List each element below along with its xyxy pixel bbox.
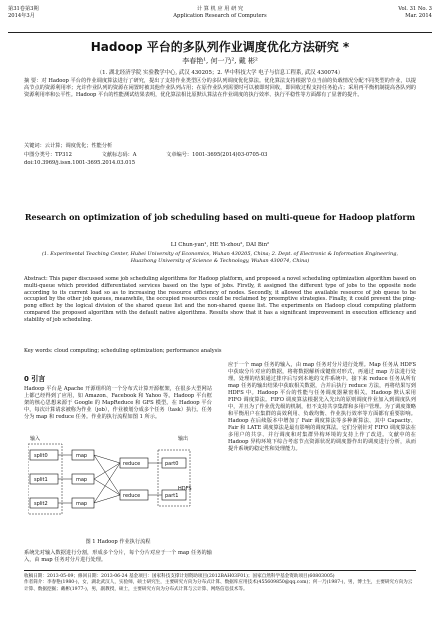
classification-row — [24, 151, 416, 158]
keywords-chinese: 关键词：云计算；调度优化；性能分析 — [24, 143, 113, 149]
section-heading: 0 引言 — [24, 375, 46, 383]
split-label: split1 — [34, 477, 48, 483]
running-header — [8, 6, 432, 33]
keywords-english: Key words: cloud computing; scheduling optimization; performance analysis — [24, 348, 222, 354]
figure-hdfs-label: HDFS — [178, 486, 192, 492]
flow-arrows — [28, 444, 190, 514]
footnote: 收稿日期：2013-05-09；修回日期：2013-06-24 基金项目：国家科技支撑计划资助项目(2012BAH03F01)；国家自然科学基金资助项目(60803005) 作者简介：李春艳(1980-)，女，湖北武汉人，实验师，硕士研究生，主要研究方向为分布式计算、数据库应用技术(455609850@qq.com)；何一乃(1987-)，男，博士生，主要研究方向为云计算、数据挖掘；戴彬(1977-)，男，副教授，硕士，主要研究方向为分布式计算与云计算、网络信息技术等。 — [24, 570, 416, 593]
reduce-label: reduce — [123, 461, 141, 467]
header-issue: 第31卷第3期 2014年3月 — [8, 6, 39, 19]
clc-number: 中图分类号：TP312 — [24, 152, 72, 158]
affiliation-chinese: （1. 湖北经济学院 实验教学中心, 武汉 430205；2. 华中科技大学 电子与信息工程系, 武汉 430074） — [96, 70, 344, 76]
abstract-chinese: 摘 要：对 Hadoop 平台的作业调度算法进行了研究，提出了支持作业类型区分的多队列调度优化算法。优化算法支持根据节点当前的负载情况分配不同类型的作业，以提高节点的资源利用率；允许作业队列的资源在闲置时被其他作业队列占用；在原作业队列需要时可以被即时回收，即回收过程支持任务抢占；采用再平衡机制提高各队列的资源利用率和公平性。Hadoop 平台的性能测试结果表明，优化算法相比原默认算法在作业调度的执行效率、执行平稳性等方面都有了显著的提升。 — [24, 78, 416, 98]
figure-caption: 图 1 Hadoop 作业执行流程 — [85, 539, 151, 545]
doi: doi:10.3969/j.issn.1001-3695.2014.03.015 — [24, 160, 136, 166]
part-label: part1 — [165, 493, 179, 499]
map-label: map — [76, 453, 88, 459]
part-label: part0 — [165, 461, 179, 467]
title-chinese: Hadoop 平台的多队列作业调度优化方法研究 * — [90, 40, 350, 54]
split-label: split0 — [34, 453, 48, 459]
header-journal: 计 算 机 应 用 研 究 Application Research of Computers — [173, 6, 267, 19]
header-volume: Vol. 31 No. 3 Mar. 2014 — [398, 6, 432, 19]
map-label: map — [76, 477, 88, 483]
body-right-column: 应于一个 map 任务的输入，由 map 任务对分片进行处理。Map 任务从 HDFS 中获取分片对应的数据，将将数据解析成键值对形式，再通过 map 方法进行处理。处理的结果通过排序后写到本地的文件系统中。接下来 reduce 任务从所有 map 任务的输出结果中获取相关数据，合并后执行 reduce 方法，再将结果写到 HDFS 中。Hadoop 平台的性能与任务调度器紧密相关。Hadoop 默认采用 FIFO 调度算法。FIFO 调度算法根据先入先出的原则调度作业加入到调度队列中，并且为了作业优先级的机制，但不支持共享集群和多用户管理。为了调度策略和平衡用户在集群的高效利用、负载均衡、作业执行效率等方面都有重要影响。Hadoop 在后续版本中增加了 Fair 调度算法等多种新算法、其中 Capacity、Fair 和 LATE 调度算法是最有影响的调度算法。它们分别针对 FIFO 调度算法在多用户的共享、并行调度和对集群异构环境的支持上作了改进。文献中的在 Hadoop 异构环境下综合考虑节点资源状况的调度器作出的调度进行分析，从而提升系统的稳定性和处理能力。 — [228, 362, 416, 452]
body-left-column: Hadoop 平台是 Apache 开源组织的一个分布式计算开源框架，在很多大型网站上都已经得到了应用，如 Amazon、Facebook 和 Yahoo 等。Hadoop 平台框架的核心思想来源于 Google 的 MapReduce 和 GFS 模型。在 Hadoop 平台中，每次计算请求被称为作业（job），作业被划分成多个任务（task）执行。任务分为 map 和 reduce 任务。作业的执行流程如图 1 所示。 — [24, 386, 212, 420]
affiliation-english: (1. Experimental Teaching Center, Hubei University of Economics, Wuhan 430205, China; 2. Dept. of Electronic & Information Engineering, Huazhong University of Science & Technology, Wuhan 430074, China) — [41, 251, 399, 264]
body-left-column-continued: 系统先对输入数据进行分割，形成多个分片，每个分片对应于一个 map 任务的输入，由 map 任务对分片进行处理。 — [24, 550, 212, 563]
authors-chinese: 李春艳¹, 何一乃², 戴 彬² — [182, 57, 258, 65]
reduce-label: reduce — [123, 493, 141, 499]
authors-english: LI Chun-yan¹, HE Yi-zhou², DAI Bin² — [170, 242, 270, 248]
title-english: Research on optimization of job scheduling based on multi-queue for Hadoop platform — [24, 212, 416, 222]
abstract-english: Abstract: This paper discussed some job scheduling algorithms for Hadoop platform, and proposed a novel scheduling optimization algorithm based on multi-queue which provided differentiated services based on the type of jobs. Firstly, it assigned the different type of jobs to the opposite node according to its current load so as to increasing the resource efficiency of nodes. Secondly, it allowed the available resource of job queue to be occupied by the other job queues, meanwhile, the occupied resources could be reclaimed by preemptive strategies. Finally, it could prevent the ping-pong effect by the logical division of the shared queue list and the non-shared queue list. The experiments on Hadoop cloud computing platform compared the proposed algorithm with the default native algorithms. Results show that it has a significant improvement in execution efficiency and stability of job scheduling. — [24, 276, 416, 323]
article-number: 文章编号：1001-3695(2014)03-0705-03 — [166, 152, 268, 158]
split-label: split2 — [34, 501, 48, 507]
document-code: 文献标志码：A — [101, 152, 137, 158]
figure-input-label: 输入 — [30, 436, 41, 442]
map-label: map — [76, 501, 88, 507]
figure-output-label: 输出 — [178, 436, 189, 442]
job-flow-figure — [28, 430, 208, 530]
